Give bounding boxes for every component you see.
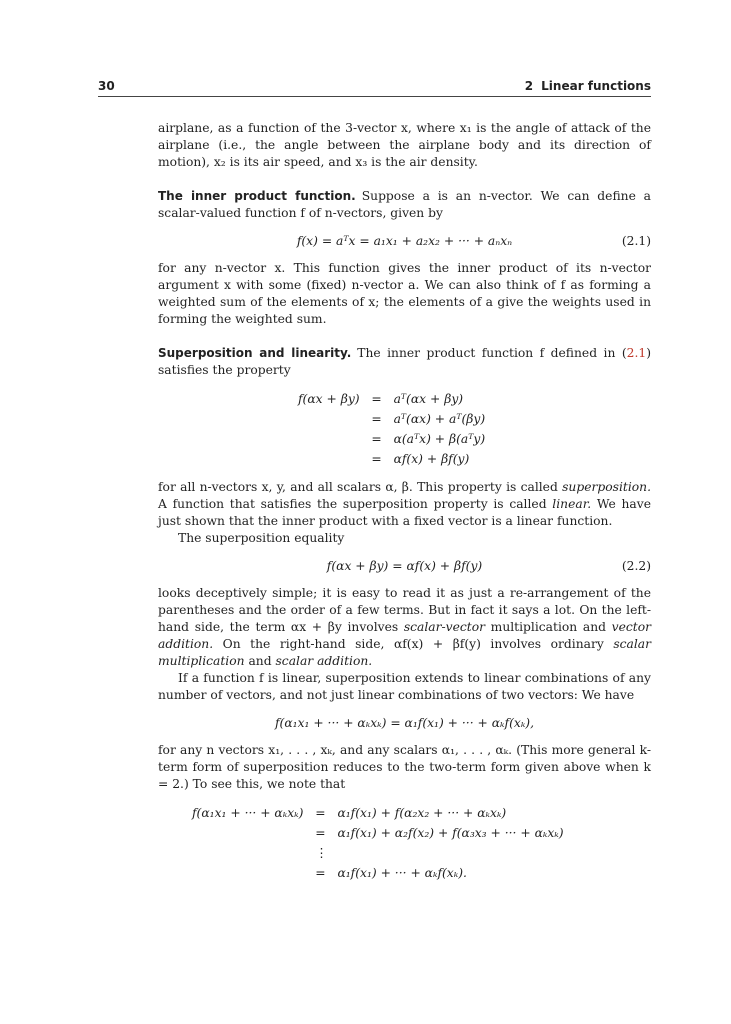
equation-2-1-body: f(x) = aᵀx = a₁x₁ + a₂x₂ + ··· + aₙxₙ	[296, 234, 513, 248]
equation-2-2	[158, 557, 651, 575]
emphasis: vector addition.	[158, 620, 652, 651]
equation-k-term	[158, 714, 651, 732]
linearity-paragraph	[158, 479, 651, 530]
superposition-derivation	[158, 389, 651, 469]
inner-product-text: Suppose a is an n-vector. We can define a scalar-valued function f of n-vectors, given by	[158, 189, 651, 220]
term-linear: linear.	[552, 497, 592, 511]
inner-product-heading: The inner product function.	[158, 189, 356, 203]
text-run: We have just shown that the inner product with a fixed vector is a linear function.	[158, 497, 651, 528]
align1-rel: =	[371, 432, 382, 446]
text-run: multiplication and	[485, 620, 612, 634]
align1-lhs: f(αx + βy)	[298, 392, 360, 406]
emphasis: scalar multiplication	[158, 637, 651, 668]
align1-rel: =	[371, 392, 382, 406]
term-superposition: superposition.	[562, 480, 651, 494]
emphasis: scalar addition.	[275, 654, 373, 668]
align2-row: α₁f(x₁) + α₂f(x₂) + f(α₃x₃ + ··· + αₖxₖ)	[337, 826, 564, 840]
intro-paragraph: airplane, as a function of the 3-vector x, where x₁ is the angle of attack of the airplane (i.e., the angle between the airplane body and its direction of motion), x₂ is its air speed, and x₃ is the air density.	[158, 121, 651, 169]
equation-2-1-number: (2.1)	[621, 234, 651, 248]
text-run: for all n-vectors x, y, and all scalars α, β. This property is called	[158, 480, 563, 494]
align2-rel: =	[315, 866, 326, 880]
equation-reference-link[interactable]: 2.1	[626, 346, 647, 360]
align1-rel: =	[371, 412, 382, 426]
chapter-heading	[525, 79, 651, 93]
align1-rel: =	[371, 452, 382, 466]
superposition-paragraph	[158, 345, 651, 379]
vertical-dots: ⋮	[315, 846, 328, 860]
running-header	[98, 78, 651, 97]
align2-rel: =	[315, 806, 326, 820]
align1-row: α(aᵀx) + β(aᵀy)	[393, 432, 486, 446]
chapter-title: Linear functions	[541, 79, 651, 93]
text-run: looks deceptively simple; it is easy to read it as just a re-arrangement of the parentheses and the order of a few terms. But in fact it says a lot. On the left-hand side, the term αx + βy involves	[158, 586, 651, 634]
text-run: A function that satisfies the superposition property is called	[158, 497, 553, 511]
align1-row: αf(x) + βf(y)	[393, 452, 470, 466]
linear-extension-paragraph: If a function f is linear, superposition extends to linear combinations of any number of vectors, and not just linear combinations of two vectors: We have	[158, 671, 651, 702]
equation-2-2-body: f(αx + βy) = αf(x) + βf(y)	[326, 559, 483, 573]
text-run: and	[244, 654, 276, 668]
equality-explanation	[158, 585, 651, 670]
align2-row: α₁f(x₁) + f(α₂x₂ + ··· + αₖxₖ)	[337, 806, 507, 820]
inner-product-paragraph	[158, 188, 651, 222]
inner-product-explanation: for any n-vector x. This function gives the inner product of its n-vector argument x with some (fixed) n-vector a. We can also think of f as forming a weighted sum of the elements of x; the elements of a give the weights used in forming the weighted sum.	[158, 261, 651, 326]
emphasis: scalar-vector	[403, 620, 485, 634]
equation-k-term-body: f(α₁x₁ + ··· + αₖxₖ) = α₁f(x₁) + ··· + αₖf(xₖ),	[274, 716, 535, 730]
equation-2-1	[158, 232, 651, 250]
align2-lhs: f(α₁x₁ + ··· + αₖxₖ)	[192, 806, 304, 820]
chapter-number: 2	[524, 79, 534, 93]
align2-row: α₁f(x₁) + ··· + αₖf(xₖ).	[337, 866, 467, 880]
text-run: On the right-hand side, αf(x) + βf(y) involves ordinary	[213, 637, 614, 651]
k-term-derivation	[158, 803, 651, 883]
page-body	[158, 120, 651, 893]
align1-row: aᵀ(αx) + aᵀ(βy)	[393, 412, 486, 426]
align1-row: aᵀ(αx + βy)	[393, 392, 464, 406]
superposition-text-1: The inner product function f defined in (	[357, 346, 627, 360]
superposition-text-2: ) satisfies the property	[158, 346, 651, 377]
equation-2-2-number: (2.2)	[621, 559, 651, 573]
align2-rel: =	[315, 826, 326, 840]
page-number: 30	[98, 79, 115, 93]
k-term-paragraph: for any n vectors x₁, . . . , xₖ, and any scalars α₁, . . . , αₖ. (This more general k-term form of superposition reduces to the two-term form given above when k = 2.) To see this, we note that	[158, 743, 651, 791]
equality-intro: The superposition equality	[178, 531, 345, 545]
superposition-heading: Superposition and linearity.	[158, 346, 352, 360]
